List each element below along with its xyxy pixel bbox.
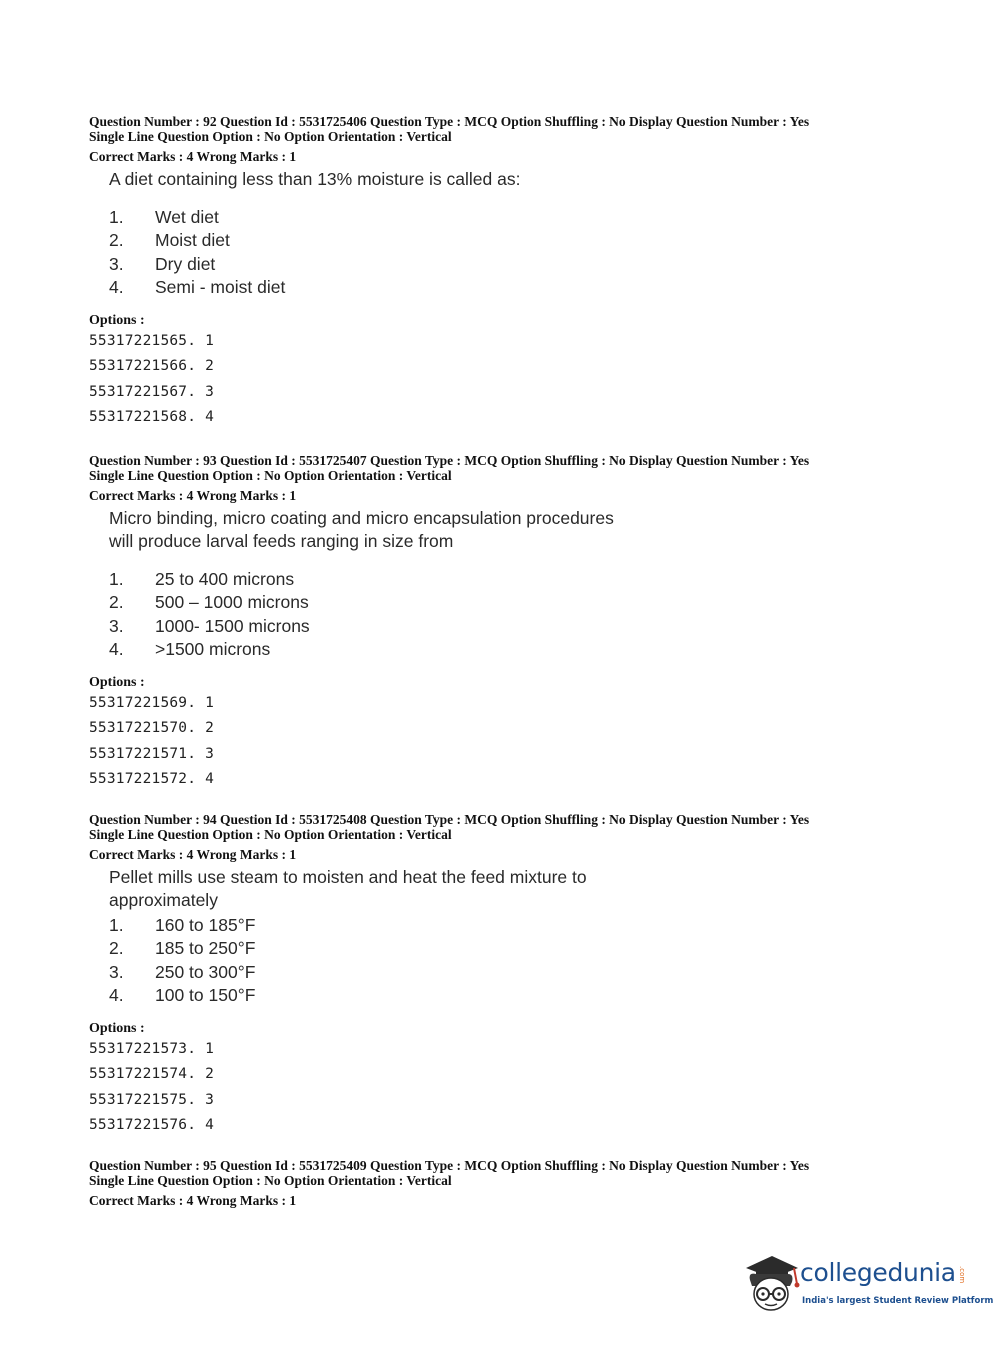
option-id: 55317221572. 4 bbox=[89, 771, 215, 788]
choice-item: 3. Dry diet bbox=[109, 253, 216, 274]
mascot-icon bbox=[742, 1250, 800, 1318]
option-id: 55317221568. 4 bbox=[89, 409, 215, 426]
question-meta: Single Line Question Option : No Option Orientation : Vertical bbox=[89, 129, 452, 144]
marks-line: Correct Marks : 4 Wrong Marks : 1 bbox=[89, 149, 297, 164]
option-id: 55317221565. 1 bbox=[89, 333, 215, 350]
option-id: 55317221576. 4 bbox=[89, 1117, 215, 1134]
option-id: 55317221571. 3 bbox=[89, 745, 215, 762]
option-id: 55317221566. 2 bbox=[89, 358, 215, 375]
choice-item: 1. 25 to 400 microns bbox=[109, 569, 295, 589]
choice-list bbox=[109, 206, 969, 299]
question-meta: Single Line Question Option : No Option Orientation : Vertical bbox=[89, 468, 452, 483]
marks-line: Correct Marks : 4 Wrong Marks : 1 bbox=[89, 488, 297, 503]
collegedunia-logo bbox=[742, 1250, 994, 1320]
question-text: Micro binding, micro coating and micro encapsulation procedures will produce larval feeds ranging in size from bbox=[109, 508, 614, 551]
choice-item: 2. 500 – 1000 microns bbox=[109, 592, 309, 613]
choice-item: 1. 160 to 185°F bbox=[109, 915, 256, 935]
question-meta: Single Line Question Option : No Option Orientation : Vertical bbox=[89, 1173, 452, 1188]
option-id: 55317221570. 2 bbox=[89, 720, 215, 737]
option-id-list bbox=[89, 329, 969, 430]
question-meta: Question Number : 93 Question Id : 5531725407 Question Type : MCQ Option Shuffling : No Display Question Number : Yes bbox=[89, 453, 810, 468]
question-block-95 bbox=[89, 1158, 969, 1208]
logo-suffix: .com bbox=[958, 1266, 966, 1284]
choice-item: 4. Semi - moist diet bbox=[109, 276, 286, 297]
question-text: Pellet mills use steam to moisten and heat the feed mixture to approximately bbox=[109, 867, 587, 910]
choice-item: 2. 185 to 250°F bbox=[109, 938, 256, 959]
option-id: 55317221567. 3 bbox=[89, 383, 215, 400]
question-text: A diet containing less than 13% moisture is called as: bbox=[109, 169, 521, 189]
logo-wordmark: collegedunia bbox=[800, 1258, 956, 1287]
question-block-92 bbox=[89, 114, 969, 430]
choice-list bbox=[109, 568, 969, 661]
options-heading: Options : bbox=[89, 313, 145, 329]
choice-item: 4. >1500 microns bbox=[109, 638, 271, 659]
option-id: 55317221573. 1 bbox=[89, 1041, 215, 1058]
question-meta: Question Number : 94 Question Id : 5531725408 Question Type : MCQ Option Shuffling : No Display Question Number : Yes bbox=[89, 812, 810, 827]
choice-list bbox=[109, 914, 969, 1007]
choice-item: 3. 250 to 300°F bbox=[109, 961, 256, 982]
question-block-94 bbox=[89, 812, 969, 1138]
choice-item: 2. Moist diet bbox=[109, 230, 230, 251]
question-meta: Question Number : 95 Question Id : 5531725409 Question Type : MCQ Option Shuffling : No Display Question Number : Yes bbox=[89, 1158, 810, 1173]
question-meta: Single Line Question Option : No Option Orientation : Vertical bbox=[89, 827, 452, 842]
options-heading: Options : bbox=[89, 675, 145, 691]
question-block-93 bbox=[89, 453, 969, 792]
options-heading: Options : bbox=[89, 1021, 145, 1037]
choice-item: 1. Wet diet bbox=[109, 207, 219, 227]
choice-item: 4. 100 to 150°F bbox=[109, 984, 256, 1005]
option-id: 55317221574. 2 bbox=[89, 1066, 215, 1083]
marks-line: Correct Marks : 4 Wrong Marks : 1 bbox=[89, 847, 297, 862]
marks-line: Correct Marks : 4 Wrong Marks : 1 bbox=[89, 1193, 297, 1208]
option-id-list bbox=[89, 691, 969, 792]
option-id: 55317221569. 1 bbox=[89, 695, 215, 712]
option-id: 55317221575. 3 bbox=[89, 1091, 215, 1108]
option-id-list bbox=[89, 1037, 969, 1138]
logo-tagline: India's largest Student Review Platform bbox=[802, 1296, 994, 1306]
choice-item: 3. 1000- 1500 microns bbox=[109, 615, 310, 636]
question-meta: Question Number : 92 Question Id : 5531725406 Question Type : MCQ Option Shuffling : No Display Question Number : Yes bbox=[89, 114, 810, 129]
